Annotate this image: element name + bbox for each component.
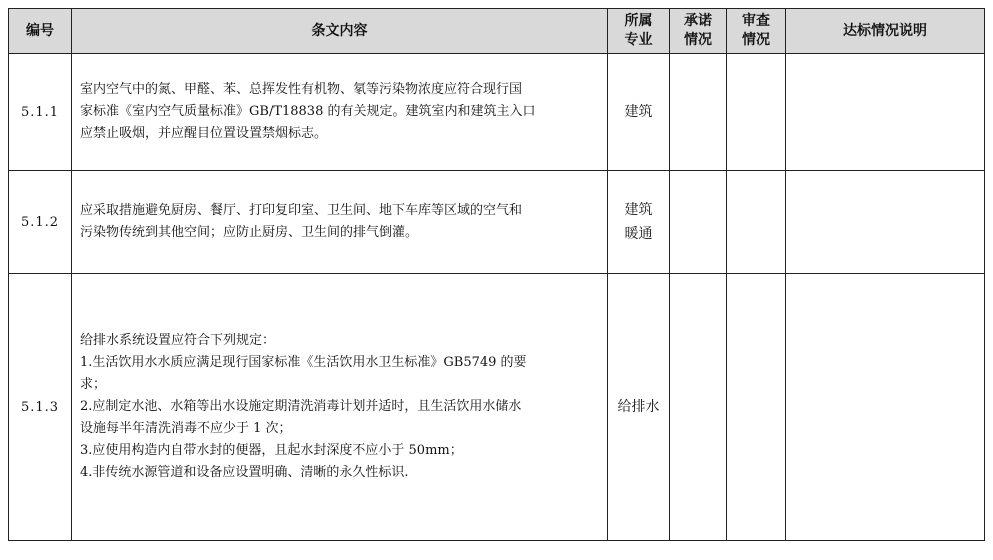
content-line: 2.应制定水池、水箱等出水设施定期清洗消毒计划并适时，且生活饮用水储水 bbox=[80, 399, 522, 414]
header-code: 编号 bbox=[9, 9, 72, 54]
content-line: 室内空气中的氮、甲醛、苯、总挥发性有机物、氡等污染物浓度应符合现行国 bbox=[80, 82, 523, 97]
header-review-line-2: 情况 bbox=[742, 32, 770, 48]
header-promise bbox=[670, 9, 727, 54]
header-major bbox=[608, 9, 670, 54]
header-major-line-1: 所属 bbox=[624, 13, 653, 29]
header-promise-line-2: 情况 bbox=[684, 32, 712, 48]
content-line: 给排水系统设置应符合下列规定： bbox=[80, 333, 276, 348]
table-row bbox=[9, 171, 985, 274]
content-line: 3.应使用构造内自带水封的便器，且起水封深度不应小于 50mm； bbox=[80, 443, 463, 458]
row-promise-cell[interactable] bbox=[670, 171, 727, 274]
content-line: 设施每半年清洗消毒不应少于 1 次； bbox=[80, 421, 292, 436]
row-review-cell[interactable] bbox=[727, 171, 786, 274]
content-line: 1.生活饮用水水质应满足现行国家标准《生活饮用水卫生标准》GB5749 的要 bbox=[80, 355, 527, 370]
content-line: 家标准《室内空气质量标准》GB/T18838 的有关规定。建筑室内和建筑主入口 bbox=[80, 104, 536, 119]
major-line: 给排水 bbox=[617, 399, 660, 415]
row-content bbox=[72, 54, 608, 171]
table-row bbox=[9, 54, 985, 171]
row-code: 5.1.1 bbox=[9, 54, 72, 171]
row-review-cell[interactable] bbox=[727, 274, 786, 541]
row-explain-cell[interactable] bbox=[786, 171, 985, 274]
row-major bbox=[608, 171, 670, 274]
header-explain: 达标情况说明 bbox=[786, 9, 985, 54]
content-line: 污染物传统到其他空间；应防止厨房、卫生间的排气倒灌。 bbox=[80, 225, 419, 240]
major-line: 建筑 bbox=[624, 202, 653, 218]
row-explain-cell[interactable] bbox=[786, 274, 985, 541]
row-code: 5.1.2 bbox=[9, 171, 72, 274]
content-line: 应采取措施避免厨房、餐厅、打印复印室、卫生间、地下车库等区域的空气和 bbox=[80, 203, 523, 218]
major-line: 建筑 bbox=[624, 104, 653, 120]
row-content bbox=[72, 274, 608, 541]
header-content: 条文内容 bbox=[72, 9, 608, 54]
header-review bbox=[727, 9, 786, 54]
content-line: 4.非传统水源管道和设备应设置明确、清晰的永久性标识. bbox=[80, 465, 409, 480]
standards-table bbox=[8, 8, 985, 541]
header-major-line-2: 专业 bbox=[624, 32, 653, 48]
row-promise-cell[interactable] bbox=[670, 274, 727, 541]
major-line: 暖通 bbox=[624, 226, 653, 242]
header-promise-line-1: 承诺 bbox=[684, 13, 712, 29]
row-review-cell[interactable] bbox=[727, 54, 786, 171]
row-explain-cell[interactable] bbox=[786, 54, 985, 171]
header-review-line-1: 审查 bbox=[742, 13, 770, 29]
row-promise-cell[interactable] bbox=[670, 54, 727, 171]
table-row bbox=[9, 274, 985, 541]
header-row bbox=[9, 9, 985, 54]
row-code: 5.1.3 bbox=[9, 274, 72, 541]
content-line: 应禁止吸烟，并应醒目位置设置禁烟标志。 bbox=[80, 126, 328, 141]
row-major bbox=[608, 274, 670, 541]
row-major bbox=[608, 54, 670, 171]
content-line: 求； bbox=[80, 377, 107, 392]
row-content bbox=[72, 171, 608, 274]
